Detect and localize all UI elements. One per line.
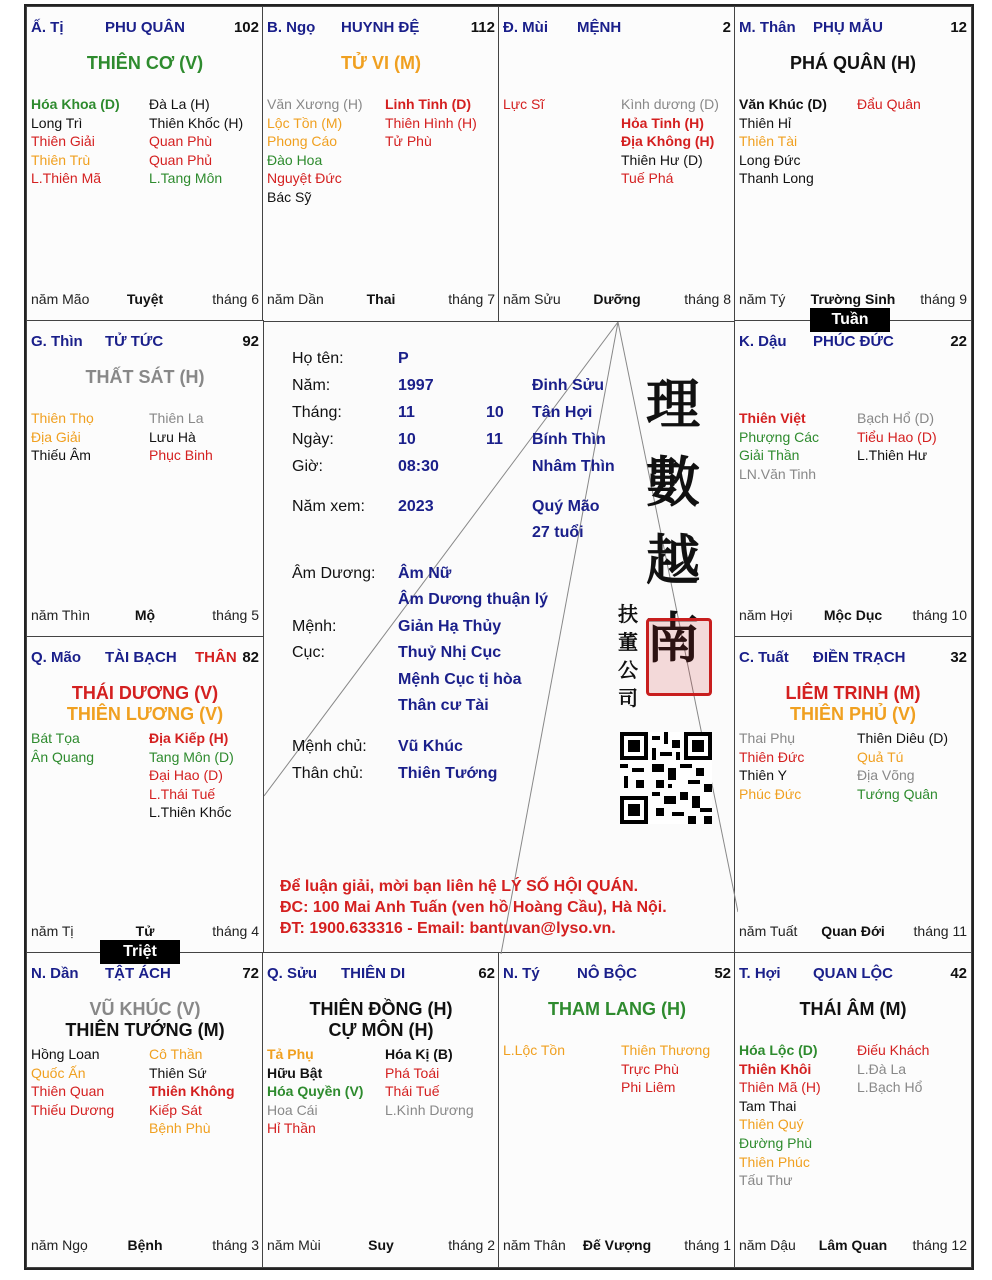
small-calligraphy-4: 司 [618, 686, 638, 710]
view-year-lunar: Quý Mão [532, 498, 600, 515]
tuan-tag: Tuần [810, 308, 890, 332]
palace-number: 92 [242, 333, 259, 350]
star-item: Tiểu Hao (D) [857, 428, 937, 445]
hour-lunar: Nhâm Thìn [532, 458, 615, 475]
palace-position: K. Dậu [739, 333, 787, 350]
star-item: Hóa Lộc (D) [739, 1042, 818, 1058]
palace-suu [262, 952, 500, 1268]
left-stars [503, 1041, 565, 1060]
main-star: THÁI ÂM (M) [799, 999, 907, 1019]
palace-name: THIÊN DI [341, 965, 406, 982]
palace-header [503, 965, 731, 983]
palace-position: N. Dần [31, 965, 79, 982]
star-item: Tả Phụ [267, 1046, 314, 1062]
star-item: Thiên Khôi [739, 1060, 812, 1077]
palace-footer [739, 923, 967, 941]
cuc-value: Thuỷ Nhị Cục [398, 644, 502, 661]
horoscope-chart [24, 4, 974, 1270]
palace-mui [498, 6, 736, 322]
left-stars [31, 409, 94, 465]
qr-code [620, 732, 712, 824]
palace-number: 2 [722, 19, 731, 36]
star-item: Cô Thần [149, 1046, 203, 1062]
star-item: Thái Tuế [385, 1083, 440, 1100]
main-star: PHÁ QUÂN (H) [790, 53, 916, 73]
year-label: Năm: [292, 377, 331, 394]
palace-position: Ấ. Tị [31, 19, 64, 36]
menh-value: Giản Hạ Thủy [398, 618, 502, 635]
palace-name: TẬT ÁCH [105, 965, 171, 982]
palace-year: năm Ngọ [31, 1237, 88, 1253]
palace-month: tháng 9 [920, 291, 967, 307]
right-stars [149, 1045, 235, 1138]
palace-year: năm Hợi [739, 607, 793, 623]
star-item: Long Trì [31, 114, 83, 131]
palace-number: 32 [950, 649, 967, 666]
palace-header [739, 19, 967, 37]
right-stars [149, 729, 234, 822]
palace-name: ĐIỀN TRẠCH [813, 649, 906, 666]
palace-mao [26, 636, 264, 954]
left-stars [739, 409, 819, 483]
star-item: Phục Binh [149, 447, 213, 464]
star-item: LN.Văn Tinh [739, 465, 817, 482]
star-item: Đường Phù [739, 1134, 813, 1151]
small-calligraphy-3: 公 [618, 658, 638, 682]
palace-position: T. Hợi [739, 965, 781, 982]
palace-year: năm Tị [31, 923, 74, 939]
palace-month: tháng 3 [212, 1237, 259, 1253]
star-item: Quan Phù [149, 133, 213, 150]
main-star: THIÊN CƠ (V) [86, 53, 204, 73]
star-item: Bệnh Phù [149, 1120, 211, 1137]
palace-ty [498, 952, 736, 1268]
palace-name: TỬ TỨC [105, 333, 164, 350]
palace-number: 62 [478, 965, 495, 982]
palace-month: tháng 6 [212, 291, 259, 307]
star-item: Hóa Khoa (D) [31, 96, 120, 112]
star-item: Linh Tinh (D) [385, 96, 472, 112]
palace-position: Q. Mão [31, 649, 82, 666]
star-item: Đẩu Quân [857, 96, 921, 112]
menh-chu-value: Vũ Khúc [398, 738, 463, 755]
palace-month: tháng 1 [684, 1237, 731, 1253]
seal-stamp [646, 618, 712, 696]
year-lunar: Đinh Sửu [532, 377, 605, 394]
palace-footer [503, 1237, 731, 1255]
left-stars [31, 1045, 114, 1119]
palace-header [739, 965, 967, 983]
right-stars [857, 409, 937, 465]
palace-phase: Thai [366, 291, 396, 307]
cuc-note1: Mệnh Cục tị hòa [398, 671, 522, 688]
palace-footer [31, 1237, 259, 1255]
palace-phase: Đế Vượng [582, 1237, 652, 1253]
star-item: Địa Không (H) [621, 133, 715, 150]
name-label: Họ tên: [292, 350, 344, 367]
palace-thin [26, 320, 264, 638]
contact-line-2: ĐC: 100 Mai Anh Tuấn (ven hồ Hoàng Cầu), Hà Nội. [280, 899, 667, 916]
star-item: Đà La (H) [149, 96, 210, 112]
star-item: Thiếu Âm [31, 447, 91, 464]
palace-name: QUAN LỘC [813, 965, 893, 982]
star-item: Tam Thai [739, 1097, 797, 1114]
right-stars [857, 729, 948, 803]
hour-label: Giờ: [292, 458, 323, 475]
star-item: Nguyệt Đức [267, 170, 342, 187]
palace-position: G. Thìn [31, 333, 83, 350]
right-stars [621, 95, 719, 188]
main-star: CỰ MÔN (H) [328, 1020, 434, 1040]
palace-header [31, 333, 259, 351]
star-item: Thanh Long [739, 170, 814, 187]
star-item: Tuế Phá [621, 170, 674, 187]
star-item: Bạch Hổ (D) [857, 410, 935, 426]
palace-number: 22 [950, 333, 967, 350]
palace-header [31, 965, 259, 983]
star-item: Tướng Quân [857, 785, 938, 802]
view-year-label: Năm xem: [292, 498, 365, 515]
star-item: Điếu Khách [857, 1042, 930, 1058]
palace-number: 112 [470, 19, 495, 36]
star-item: L.Lộc Tồn [503, 1042, 566, 1058]
star-item: Văn Khúc (D) [739, 96, 827, 112]
star-item: Kình dương (D) [621, 96, 719, 112]
palace-header [739, 649, 967, 667]
star-item: Thiếu Dương [31, 1101, 115, 1118]
main-star: VŨ KHÚC (V) [89, 999, 201, 1019]
main-star: THAM LANG (H) [548, 999, 686, 1019]
contact-line-3: ĐT: 1900.633316 - Email: bantuvan@lyso.vn. [280, 920, 616, 937]
palace-footer [739, 291, 967, 309]
calligraphy-char-2: 數 [646, 450, 700, 514]
right-stars [385, 95, 477, 151]
star-item: Thiên Giải [31, 133, 95, 150]
star-item: L.Bạch Hổ [857, 1079, 923, 1096]
palace-phase: Bệnh [127, 1237, 163, 1253]
star-item: Thiên Hỉ [739, 114, 792, 131]
palace-number: 12 [950, 19, 967, 36]
palace-name: HUYNH ĐỆ [341, 19, 420, 36]
left-stars [739, 1041, 821, 1190]
main-star: THIÊN ĐỒNG (H) [309, 999, 453, 1019]
star-item: Thiên Hư (D) [621, 151, 703, 168]
palace-phase: Mộ [134, 607, 156, 623]
palace-month: tháng 11 [913, 923, 967, 939]
star-item: Đại Hao (D) [149, 767, 223, 784]
age: 27 tuổi [532, 524, 584, 541]
right-stars [385, 1045, 474, 1119]
star-item: Kiếp Sát [149, 1101, 202, 1118]
palace-year: năm Thân [503, 1237, 566, 1253]
star-item: Phi Liêm [621, 1079, 676, 1096]
main-star: THÁI DƯƠNG (V) [71, 683, 219, 703]
day-lunar: Bính Thìn [532, 431, 606, 448]
palace-phase: Lâm Quan [818, 1237, 888, 1253]
palace-month: tháng 12 [912, 1237, 967, 1253]
than-chu-label: Thân chủ: [292, 765, 364, 782]
right-stars [857, 1041, 929, 1097]
yinyang-note: Âm Dương thuận lý [398, 591, 549, 608]
star-item: L.Kình Dương [385, 1101, 474, 1118]
palace-dan [26, 952, 264, 1268]
calligraphy-char-4: 南 [646, 606, 700, 670]
palace-year: năm Dậu [739, 1237, 796, 1253]
day-label: Ngày: [292, 431, 334, 448]
star-item: Địa Giải [31, 428, 81, 445]
palace-position: N. Tý [503, 965, 540, 982]
palace-name: PHÚC ĐỨC [813, 333, 894, 350]
left-stars [31, 729, 94, 766]
star-item: L.Thái Tuế [149, 785, 216, 802]
menh-label: Mệnh: [292, 618, 337, 635]
palace-footer [31, 923, 259, 941]
palace-month: tháng 5 [212, 607, 259, 623]
left-stars [267, 95, 363, 207]
star-item: Tấu Thư [739, 1172, 793, 1189]
palace-header [267, 965, 495, 983]
star-item: Hữu Bật [267, 1064, 323, 1081]
palace-year: năm Thìn [31, 607, 90, 623]
day-value: 10 [398, 431, 416, 448]
star-item: Thiên Hình (H) [385, 114, 477, 131]
palace-year: năm Sửu [503, 291, 561, 307]
palace-footer [739, 607, 967, 625]
palace-header [267, 19, 495, 37]
palace-name: PHU QUÂN [105, 19, 186, 36]
star-item: Thiên Không [149, 1083, 235, 1100]
star-item: L.Thiên Khốc [149, 804, 232, 821]
palace-tuat [734, 636, 972, 954]
star-item: Thai Phụ [739, 730, 796, 746]
star-item: Bác Sỹ [267, 188, 312, 205]
palace-position: M. Thân [739, 19, 796, 36]
star-item: Thiên Đức [739, 748, 805, 765]
palace-phase: Trường Sinh [810, 291, 896, 307]
day-lunar-num: 11 [486, 431, 503, 448]
palace-phase: Dưỡng [593, 291, 641, 307]
view-year-value: 2023 [398, 498, 434, 515]
star-item: Bát Tọa [31, 730, 80, 746]
star-item: Phượng Các [739, 428, 820, 445]
right-stars [857, 95, 921, 114]
star-item: Địa Võng [857, 767, 915, 784]
star-item: Thiên Y [739, 767, 787, 784]
palace-footer [739, 1237, 967, 1255]
star-item: L.Thiên Mã [31, 170, 102, 187]
star-item: Đào Hoa [267, 151, 323, 168]
palace-phase: Quan Đới [821, 923, 885, 939]
main-star: THIÊN TƯỚNG (M) [65, 1020, 225, 1040]
star-item: Phá Toái [385, 1064, 440, 1081]
main-star: LIÊM TRINH (M) [785, 683, 921, 703]
star-item: Thiên Thương [621, 1042, 711, 1058]
palace-header [739, 333, 967, 351]
palace-name: TÀI BẠCH [105, 649, 177, 666]
center-info [264, 322, 738, 954]
palace-number: 102 [233, 19, 259, 36]
palace-number: 82 [242, 649, 259, 666]
palace-phase: Tử [135, 923, 155, 939]
palace-footer [267, 291, 495, 309]
cuc-note2: Thân cư Tài [398, 697, 489, 714]
palace-footer [267, 1237, 495, 1255]
palace-footer [503, 291, 731, 309]
star-item: Long Đức [739, 151, 801, 168]
cuc-label: Cục: [292, 644, 325, 661]
star-item: Thiên Khốc (H) [149, 114, 244, 131]
main-star: THIÊN LƯƠNG (V) [66, 704, 224, 724]
main-star: THIÊN PHỦ (V) [790, 704, 916, 724]
star-item: Hỉ Thần [267, 1120, 316, 1137]
palace-name: PHỤ MẪU [813, 19, 883, 36]
star-item: Phong Cáo [267, 133, 338, 150]
palace-year: năm Mão [31, 291, 90, 307]
star-item: Trực Phù [621, 1060, 679, 1077]
small-calligraphy-2: 董 [618, 630, 638, 654]
left-stars [503, 95, 544, 114]
small-calligraphy-1: 扶 [618, 602, 638, 626]
palace-ti [26, 6, 264, 322]
star-item: Thiên Tài [739, 133, 798, 150]
palace-number: 42 [950, 965, 967, 982]
star-item: Hoa Cái [267, 1101, 318, 1118]
star-item: Hỏa Tinh (H) [621, 114, 704, 131]
name-value: P [398, 350, 409, 367]
month-lunar-num: 10 [486, 404, 504, 421]
year-value: 1997 [398, 377, 434, 394]
star-item: Lực Sĩ [503, 96, 545, 112]
palace-than [734, 6, 972, 322]
star-item: Thiên Trù [31, 151, 91, 168]
left-stars [739, 95, 827, 188]
palace-position: C. Tuất [739, 649, 789, 666]
star-item: Lộc Tồn (M) [267, 114, 343, 131]
star-item: Phúc Đức [739, 785, 802, 802]
main-star: TỬ VI (M) [341, 53, 421, 73]
palace-phase: Tuyệt [126, 291, 164, 307]
star-item: Hóa Quyền (V) [267, 1083, 364, 1100]
star-item: L.Tang Môn [149, 170, 223, 187]
star-item: Tử Phù [385, 133, 432, 150]
calligraphy-char-3: 越 [646, 528, 700, 592]
palace-phase: Mộc Dục [823, 607, 883, 623]
palace-extra: THÂN [195, 649, 237, 666]
than-chu-value: Thiên Tướng [398, 765, 498, 782]
palace-name: NÔ BỘC [577, 965, 637, 982]
palace-footer [31, 607, 259, 625]
yinyang-label: Âm Dương: [292, 565, 376, 582]
star-item: Thiên Sứ [149, 1064, 207, 1081]
star-item: Thiên Thọ [31, 410, 94, 426]
palace-phase: Suy [368, 1237, 394, 1253]
palace-month: tháng 2 [448, 1237, 495, 1253]
palace-number: 52 [714, 965, 731, 982]
right-stars [621, 1041, 710, 1097]
right-stars [149, 95, 243, 188]
palace-ngo [262, 6, 500, 322]
star-item: Thiên Việt [739, 410, 806, 426]
palace-header [31, 19, 259, 37]
star-item: Tang Môn (D) [149, 748, 234, 765]
palace-year: năm Tuất [739, 923, 798, 939]
palace-position: Đ. Mùi [503, 19, 548, 36]
star-item: Thiên Phúc [739, 1153, 810, 1170]
palace-hoi [734, 952, 972, 1268]
star-item: Thiên Mã (H) [739, 1079, 821, 1096]
star-item: Thiên Quý [739, 1116, 804, 1133]
star-item: L.Thiên Hư [857, 447, 928, 464]
star-item: Hồng Loan [31, 1046, 100, 1062]
palace-year: năm Tý [739, 291, 786, 307]
palace-footer [31, 291, 259, 309]
calligraphy-char-1: 理 [646, 372, 700, 436]
triet-tag: Triệt [100, 940, 180, 964]
palace-year: năm Dần [267, 291, 324, 307]
contact-line-1: Để luận giải, mời bạn liên hệ LÝ SỐ HỘI QUÁN. [280, 878, 639, 895]
palace-year: năm Mùi [267, 1237, 321, 1253]
month-lunar: Tân Hợi [532, 404, 593, 421]
star-item: Hóa Kị (B) [385, 1046, 453, 1062]
palace-dau [734, 320, 972, 638]
left-stars [739, 729, 804, 803]
palace-name: MỆNH [577, 19, 622, 36]
star-item: Quốc Ấn [31, 1064, 86, 1081]
palace-month: tháng 10 [912, 607, 967, 623]
star-item: Lưu Hà [149, 428, 196, 445]
star-item: Thiên Diêu (D) [857, 730, 949, 746]
palace-month: tháng 8 [684, 291, 731, 307]
yinyang-value: Âm Nữ [398, 565, 452, 582]
month-label: Tháng: [292, 404, 342, 421]
palace-position: B. Ngọ [267, 19, 316, 36]
star-item: Quan Phủ [149, 151, 213, 168]
star-item: Ân Quang [31, 748, 95, 765]
hour-value: 08:30 [398, 458, 439, 475]
left-stars [267, 1045, 363, 1138]
palace-header [31, 649, 259, 667]
palace-header [503, 19, 731, 37]
palace-number: 72 [242, 965, 259, 982]
left-stars [31, 95, 120, 188]
star-item: Thiên La [149, 410, 204, 426]
star-item: Quả Tú [857, 748, 904, 765]
menh-chu-label: Mệnh chủ: [292, 738, 367, 755]
star-item: Giải Thần [739, 447, 800, 464]
star-item: Địa Kiếp (H) [149, 730, 229, 746]
right-stars [149, 409, 213, 465]
palace-month: tháng 7 [448, 291, 495, 307]
star-item: L.Đà La [857, 1060, 907, 1077]
star-item: Thiên Quan [31, 1083, 105, 1100]
month-value: 11 [398, 404, 415, 421]
star-item: Văn Xương (H) [267, 96, 363, 112]
palace-month: tháng 4 [212, 923, 259, 939]
main-star: THẤT SÁT (H) [85, 367, 205, 387]
palace-position: Q. Sửu [267, 965, 318, 982]
